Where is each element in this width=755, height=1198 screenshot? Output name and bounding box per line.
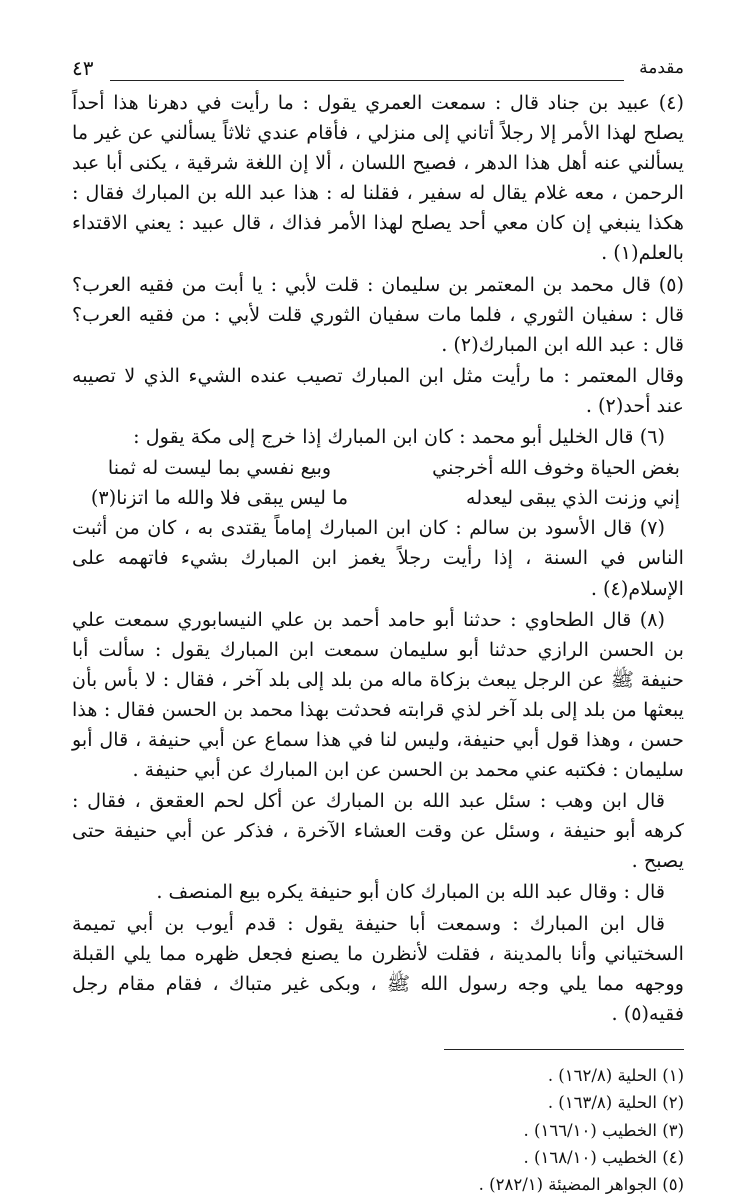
paragraph: قال : وقال عبد الله بن المبارك كان أبو حنيفة يكره بيع المنصف . <box>156 880 665 904</box>
verse-line <box>72 453 684 483</box>
footnote-separator <box>444 1049 684 1050</box>
page-header <box>72 58 684 84</box>
footnote: (٥) الجواهر المضيئة (٢٨٢/١) . <box>478 1175 684 1195</box>
paragraph: قال ابن المبارك : وسمعت أبا حنيفة يقول : قدم أيوب بن أبي تميمة السختياني وأنا بالمدينة ، فقلت لأنظرن ما يصنع فجعل ظهره مما يلي القبلة ووجهه مما يلي وجه رسول الله ﷺ ، وبكى غير متباك ، فقام مقام رجل فقيه(٥) . <box>72 911 684 1025</box>
footnote: (٢) الحلية (١٦٣/٨) . <box>547 1093 684 1113</box>
header-rule <box>110 80 624 81</box>
paragraph: (٤) عبيد بن جناد قال : سمعت العمري يقول : ما رأيت في دهرنا هذا أحداً يصلح لهذا الأمر إلا رجلاً أتاني إلى منزلي ، فأقام عندي ثلاثاً يسألني عن غير ما يسألني عنه أهل هذا الدهر ، فصيح اللسان ، ألا إن اللغة شرقية ، يكنى أبا عبد الرحمن ، معه غلام يقال له سفير ، فقلنا له : هذا عبد الله بن المبارك فقال : هكذا ينبغي إن كان معي أحد يصلح لهذا الأمر فذاك ، قال عبيد : يعني الاقتداء بالعلم(١) . <box>72 91 684 265</box>
footnotes <box>72 1062 684 1198</box>
page-number: ٤٣ <box>72 56 94 80</box>
running-title: مقدمة <box>639 58 684 78</box>
verse-second-hemistich: وبيع نفسي بما ليست له ثمنا <box>107 456 332 480</box>
paragraph: (٥) قال محمد بن المعتمر بن سليمان : قلت لأبي : يا أبت من فقيه العرب؟ قال : سفيان الثوري ، فلما مات سفيان الثوري قلت لأبي : من فقيه العرب؟ قال : عبد الله ابن المبارك(٢) . <box>72 272 684 356</box>
footnote: (١) الحلية (١٦٢/٨) . <box>547 1065 684 1085</box>
paragraph: قال ابن وهب : سئل عبد الله بن المبارك عن أكل لحم العقعق ، فقال : كرهه أبو حنيفة ، وسئل عن وقت العشاء الآخرة ، فذكر عن أبي حنيفة حتى يصبح . <box>72 789 684 873</box>
footnote: (٣) الخطيب (١٦٦/١٠) . <box>523 1120 684 1140</box>
paragraph: وقال المعتمر : ما رأيت مثل ابن المبارك تصيب عنده الشيء الذي لا تصيبه عند أحد(٢) . <box>72 363 684 417</box>
paragraph: (٧) قال الأسود بن سالم : كان ابن المبارك إماماً يقتدى به ، كان من أثبت الناس في السنة ، إذا رأيت رجلاً يغمز ابن المبارك بشيء فاتهمه على الإسلام(٤) . <box>72 516 684 600</box>
book-page <box>72 56 684 1195</box>
paragraph: (٨) قال الطحاوي : حدثنا أبو حامد أحمد بن علي النيسابوري سمعت علي بن الحسن الرازي حدثنا أبو سليمان سمعت ابن المبارك يقول : سألت أبا حنيفة ﷺ عن الرجل يبعث بزكاة ماله من بلد إلى بلد آخر ، فقال : لا بأس بأن يبعثها من بلد إلى بلد آخر لذي قرابته فحدثت بهذا محمد بن الحسن فقال : هذا حسن ، وهذا قول أبي حنيفة، وليس لنا في هذا سماع عن أبي حنيفة ، قال أبو سليمان : فكتبه عني محمد بن الحسن عن ابن المبارك عن أبي حنيفة . <box>72 607 684 782</box>
footnote: (٤) الخطيب (١٦٨/١٠) . <box>523 1147 684 1167</box>
paragraph: (٦) قال الخليل أبو محمد : كان ابن المبارك إذا خرج إلى مكة يقول : <box>133 425 665 449</box>
main-text <box>72 88 684 1029</box>
verse-line <box>72 483 684 513</box>
verse-second-hemistich: ما ليس يبقى فلا والله ما اتزنا(٣) <box>90 486 349 510</box>
verse-first-hemistich: بغض الحياة وخوف الله أخرجني <box>432 456 680 480</box>
verse-first-hemistich: إني وزنت الذي يبقى ليعدله <box>466 486 680 510</box>
